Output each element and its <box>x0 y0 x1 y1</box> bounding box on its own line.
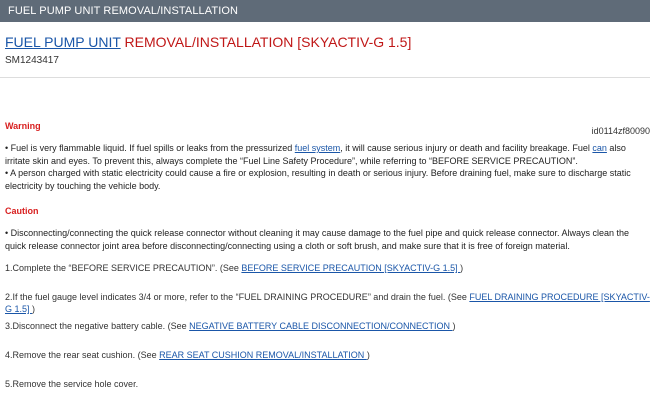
warning-text: , it will cause serious injury or death and facility breakage. Fuel <box>340 143 593 153</box>
document-title <box>5 33 650 51</box>
step-4 <box>5 349 370 361</box>
warning-text: • Fuel is very flammable liquid. If fuel spills or leaks from the pressurized <box>5 143 295 153</box>
title-link[interactable]: FUEL PUMP UNIT <box>5 34 121 50</box>
warning-section <box>5 120 650 192</box>
step-text: 4.Remove the rear seat cushion. (See <box>5 350 160 360</box>
warning-text: also irritate skin and eyes. To prevent this, always complete the “Fuel Line Safety Procedure”, while referring to “BEFORE SERVICE PRECAUTION”. <box>5 143 626 166</box>
fuel-system-link[interactable]: fuel system <box>294 143 341 153</box>
header-title: FUEL PUMP UNIT REMOVAL/INSTALLATION <box>8 5 239 17</box>
warning-item <box>5 142 650 167</box>
can-link[interactable]: can <box>592 143 607 153</box>
step-2 <box>5 291 650 315</box>
caution-item: • Disconnecting/connecting the quick release connector without cleaning it may cause damage to the fuel pipe and quick release connector. Always clean the quick release connector joint area before disconnecting/connecting using a cloth or soft brush, and make sure that it is free of foreign material. <box>5 228 630 251</box>
reference-id: id0114zf80090 <box>591 126 650 136</box>
step-2-link[interactable]: FUEL DRAINING PROCEDURE [SKYACTIV-G 1.5] <box>5 292 650 314</box>
step-text: ) <box>32 304 36 314</box>
document-content <box>0 33 650 252</box>
warning-heading: Warning <box>5 121 41 131</box>
divider <box>0 77 650 78</box>
caution-heading: Caution <box>5 206 39 216</box>
warning-item: • A person charged with static electricity could cause a fire or explosion, resulting in death or serious injury. Before draining fuel, make sure to discharge static electricity by touching the vehicle body. <box>5 168 631 191</box>
step-1-link[interactable]: BEFORE SERVICE PRECAUTION [SKYACTIV-G 1.5] <box>241 263 461 273</box>
page-header-bar <box>0 0 650 22</box>
step-text: ) <box>452 321 456 331</box>
step-text: 3.Disconnect the negative battery cable. (See <box>5 321 190 331</box>
document-id: SM1243417 <box>5 55 59 66</box>
step-4-link[interactable]: REAR SEAT CUSHION REMOVAL/INSTALLATION <box>159 350 367 360</box>
step-3-link[interactable]: NEGATIVE BATTERY CABLE DISCONNECTION/CONNECTION <box>189 321 453 331</box>
title-rest: REMOVAL/INSTALLATION [SKYACTIV-G 1.5] <box>120 34 412 50</box>
step-text: 1.Complete the “BEFORE SERVICE PRECAUTION”. (See <box>5 263 242 273</box>
step-5: 5.Remove the service hole cover. <box>5 379 139 389</box>
step-3 <box>5 320 455 332</box>
step-text: 2.If the fuel gauge level indicates 3/4 or more, refer to the “FUEL DRAINING PROCEDURE” and drain the fuel. (See <box>5 292 470 302</box>
caution-section <box>5 205 650 252</box>
step-text: ) <box>366 350 370 360</box>
step-1 <box>5 262 463 274</box>
step-text: ) <box>460 263 464 273</box>
